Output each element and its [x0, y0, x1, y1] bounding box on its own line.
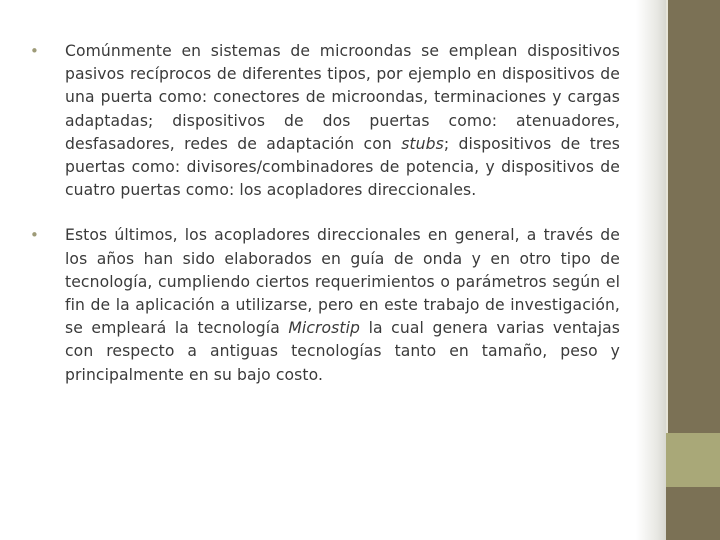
bullet-text-segment: Comúnmente en sistemas de microondas se emplean dispositivos pasivos recíprocos de diferentes tipos, por ejemplo en dispositivos de una puerta como: conectores de microondas, terminaciones y cargas adaptadas; dispositivos de dos puertas como: atenuadores, desfasadores, redes de adaptación con [65, 42, 620, 153]
bullet-text-segment: ; dispositivos de tres puertas como: divisores/combinadores de potencia, y dispositivos de cuatro puertas como: los acopladores direccionales. [65, 134, 620, 200]
bullet-text-segment: la cual genera varias ventajas con respecto a antiguas tecnologías tanto en tamaño, peso y principalmente en su bajo costo. [65, 319, 621, 384]
slide-content [30, 40, 620, 409]
sidebar-accent-stripe [666, 433, 720, 487]
sidebar-bottom-stripe [666, 487, 720, 540]
bullet-marker: • [30, 226, 39, 245]
slide-edge-shadow [636, 0, 666, 540]
bullet-text-segment: Estos últimos, los acopladores direccionales en general, a través de los años han sido elaborados en guía de onda y en otro tipo de tecnología, cumpliendo ciertos requerimientos o parámetros según el fin de la aplicación a utilizarse, pero en este trabajo de investigación, se empleará la tecnología [65, 226, 620, 338]
bullet-text-italic: stubs [401, 134, 444, 153]
bullet-item-1 [30, 40, 620, 202]
bullet-text [65, 40, 620, 202]
bullet-item-2 [30, 224, 620, 386]
bullet-text [65, 224, 620, 386]
bullet-marker: • [30, 42, 39, 60]
bullet-text-italic: Microstip [288, 319, 361, 338]
